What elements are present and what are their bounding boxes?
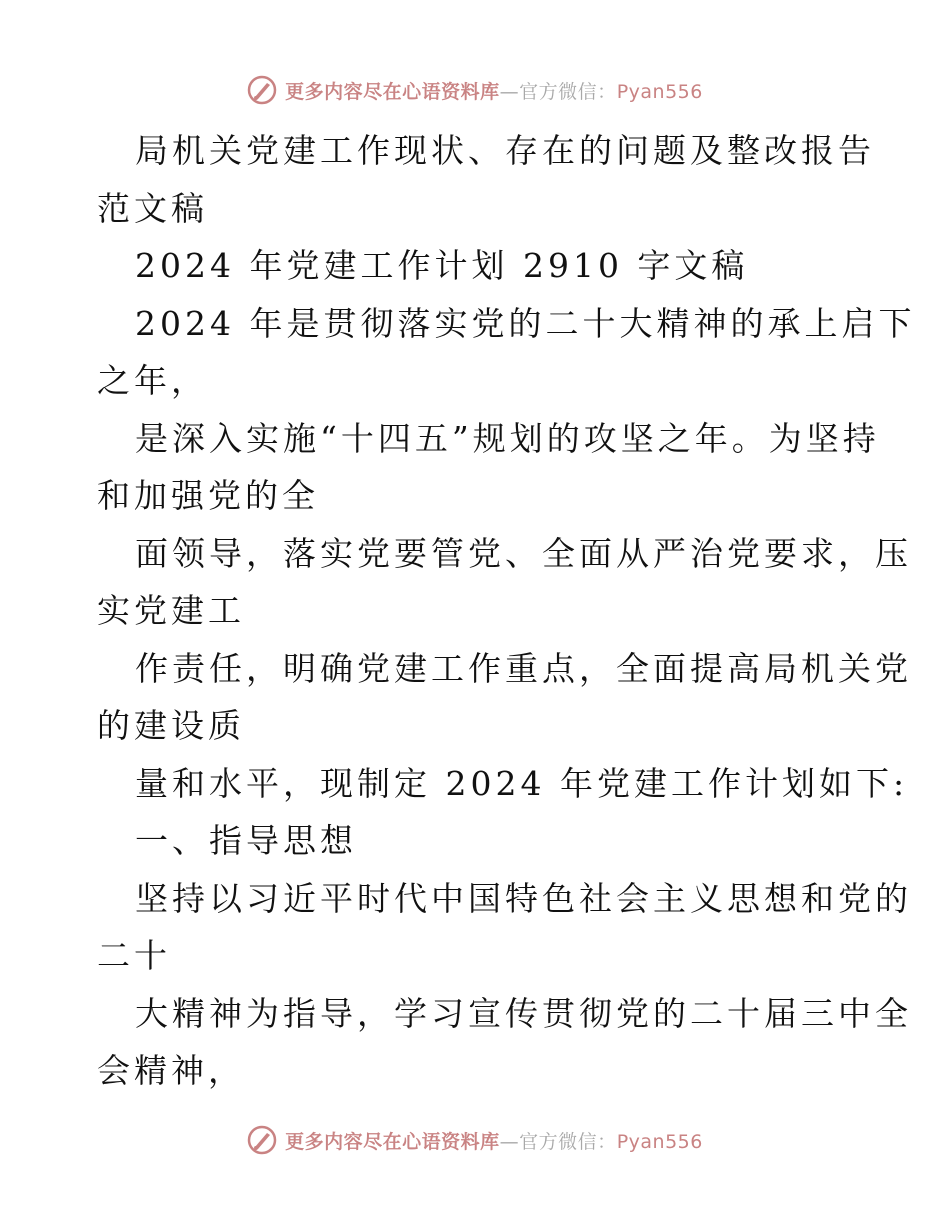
text-line: 作责任，明确党建工作重点，全面提高局机关党 — [135, 648, 912, 688]
watermark-label: 官方微信： — [519, 80, 617, 103]
watermark-brand: 更多内容尽在心语资料库 — [285, 1130, 500, 1153]
text-line: 之年， — [97, 361, 208, 400]
watermark-dash: — — [499, 80, 520, 103]
text-line: 的建设质 — [97, 706, 245, 745]
text-line: 是深入实施“十四五”规划的攻坚之年。为坚持 — [135, 418, 880, 458]
text-line: 范文稿 — [97, 188, 208, 228]
text-line: 二十 — [97, 936, 171, 975]
watermark-dash: — — [499, 1130, 520, 1153]
watermark-text — [285, 1127, 703, 1154]
text-line: 局机关党建工作现状、存在的问题及整改报告 — [135, 131, 875, 170]
watermark-wechat-id: Pyan556 — [616, 80, 703, 103]
header-watermark — [0, 70, 950, 110]
watermark-label: 官方微信： — [519, 1130, 617, 1153]
text-line: 一、指导思想 — [135, 821, 357, 860]
text-line: 2024 年是贯彻落实党的二十大精神的承上启下 — [135, 303, 916, 343]
quill-logo-icon — [247, 75, 277, 105]
watermark-text — [285, 77, 703, 104]
watermark-wechat-id: Pyan556 — [616, 1130, 703, 1153]
text-line: 面领导，落实党要管党、全面从严治党要求，压 — [135, 533, 912, 573]
text-line: 实党建工 — [97, 591, 245, 630]
text-line: 2024 年党建工作计划 2910 字文稿 — [135, 246, 749, 285]
text-line: 坚持以习近平时代中国特色社会主义思想和党的 — [135, 878, 912, 918]
text-line: 量和水平，现制定 2024 年党建工作计划如下: — [135, 763, 909, 803]
document-body — [97, 122, 916, 1100]
watermark-brand: 更多内容尽在心语资料库 — [285, 80, 500, 103]
text-line: 和加强党的全 — [97, 476, 319, 515]
footer-watermark — [0, 1120, 950, 1160]
text-line: 会精神， — [97, 1051, 245, 1090]
quill-logo-icon — [247, 1125, 277, 1155]
text-line: 大精神为指导，学习宣传贯彻党的二十届三中全 — [135, 993, 912, 1033]
